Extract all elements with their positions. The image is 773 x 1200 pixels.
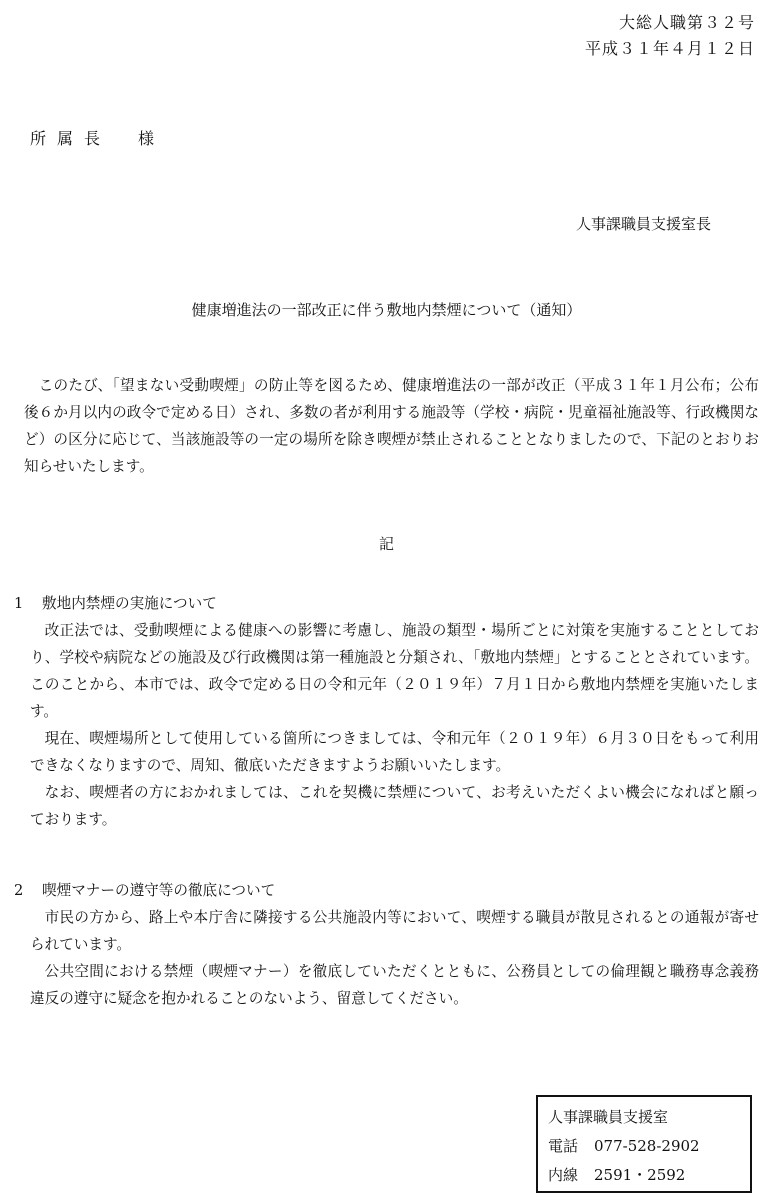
document-date: 平成３１年４月１２日 (584, 39, 755, 58)
section-paragraph: 公共空間における禁煙（喫煙マナー）を徹底していただくとともに、公務員としての倫理観と職務専念義務違反の遵守に疑念を抱かれることのないよう、留意してください。 (30, 963, 759, 1007)
contact-box (536, 1095, 752, 1193)
contact-office: 人事課職員支援室 (548, 1108, 669, 1126)
section-smoking-ban (14, 590, 759, 833)
contact-extension-row (548, 1161, 740, 1190)
section-title: 敷地内禁煙の実施について (42, 595, 217, 612)
section-number: 1 (14, 595, 24, 612)
intro-paragraph: このたび、「望まない受動喫煙」の防止等を図るため、健康増進法の一部が改正（平成３１年１月公布；公布後６か月以内の政令で定める日）され、多数の者が利用する施設等（学校・病院・児童福祉施設等、行政機関など）の区分に応じて、当該施設等の一定の場所を除き喫煙が禁止されることとなりましたので、下記のとおりお知らせいたします。 (24, 377, 759, 475)
document-header (585, 10, 755, 62)
section-smoking-manners (14, 877, 759, 1012)
section-paragraph: なお、喫煙者の方におかれましては、これを契機に禁煙について、お考えいただくよい機会になればと願っております。 (30, 784, 759, 828)
phone-number: 077-528-2902 (594, 1137, 700, 1155)
extension-label: 内線 (548, 1166, 579, 1184)
phone-label: 電話 (548, 1137, 579, 1155)
section-heading (14, 590, 759, 617)
contact-phone-row (548, 1132, 740, 1161)
section-paragraph: 現在、喫煙場所として使用している箇所につきましては、令和元年（２０１９年）６月３０日をもって利用できなくなりますので、周知、徹底いただきますようお願いいたします。 (30, 730, 759, 774)
document-number: 大総人職第３２号 (618, 13, 755, 32)
section-paragraph: 改正法では、受動喫煙による健康への影響に考慮し、施設の類型・場所ごとに対策を実施することとしており、学校や病院などの施設及び行政機関は第一種施設と分類され、「敷地内禁煙」とすることとされています。このことから、本市では、政令で定める日の令和元年（２０１９年）７月１日から敷地内禁煙を実施いたします。 (30, 622, 759, 720)
sender: 人事課職員支援室長 (575, 215, 711, 233)
ki-marker: 記 (378, 535, 394, 553)
extension-number: 2591・2592 (594, 1166, 686, 1184)
section-heading (14, 877, 759, 904)
recipient: 所属長 様 (30, 129, 166, 148)
section-number: 2 (14, 882, 24, 899)
section-paragraph: 市民の方から、路上や本庁舎に隣接する公共施設内等において、喫煙する職員が散見されるとの通報が寄せられています。 (30, 909, 759, 953)
section-title: 喫煙マナーの遵守等の徹底について (42, 882, 276, 899)
document-title: 健康増進法の一部改正に伴う敷地内禁煙について（通知） (191, 301, 582, 319)
